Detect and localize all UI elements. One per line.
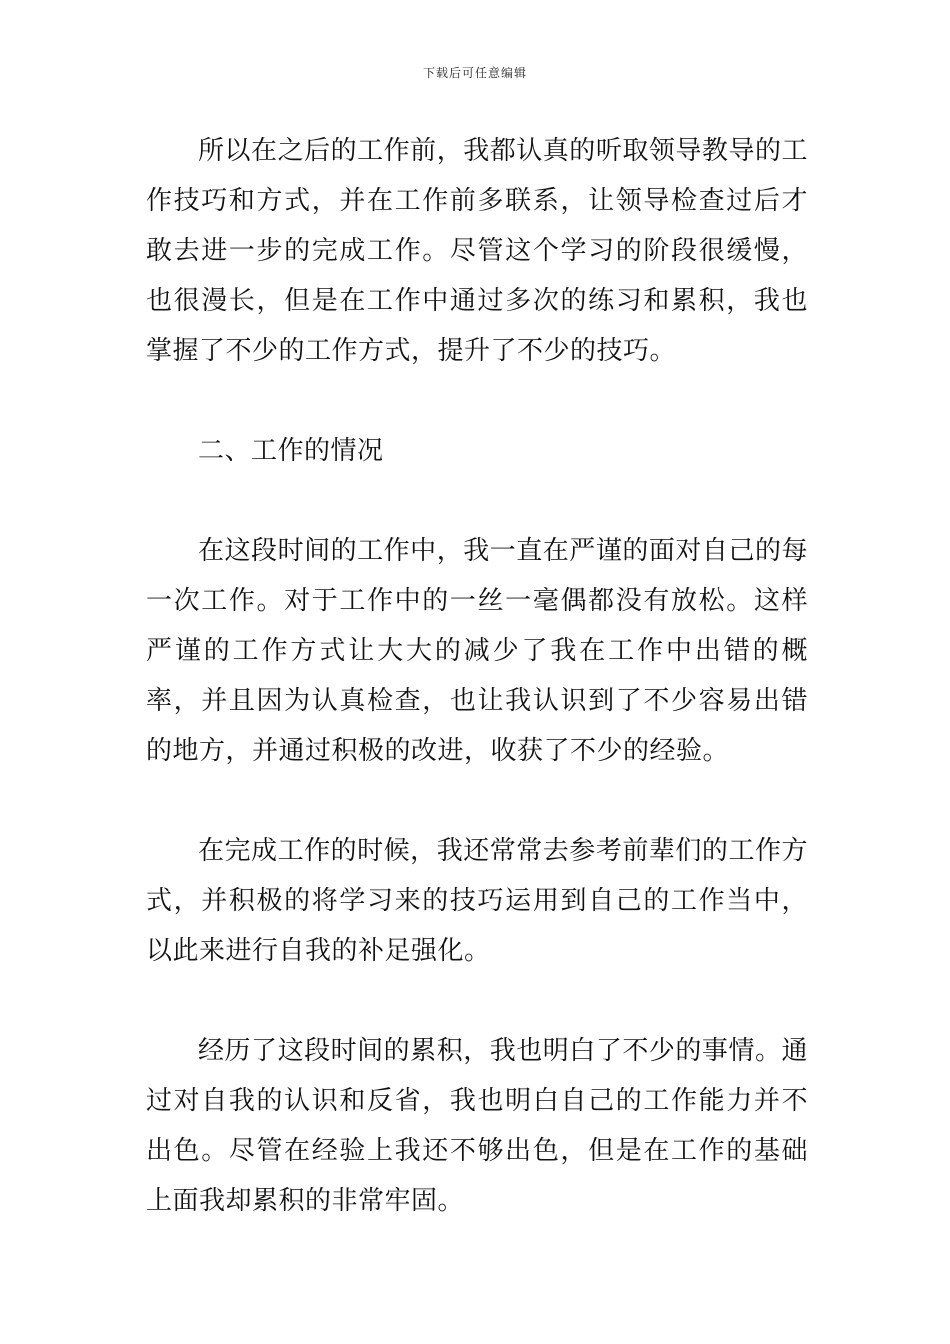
document-body xyxy=(146,126,808,1226)
paragraph-learning-from-seniors: 在完成工作的时候，我还常常去参考前辈们的工作方式，并积极的将学习来的技巧运用到自己的工作当中，以此来进行自我的补足强化。 xyxy=(146,836,808,966)
section-heading-work-situation: 二、工作的情况 xyxy=(198,436,384,466)
paragraph-self-reflection: 经历了这段时间的累积，我也明白了不少的事情。通过对自我的认识和反省，我也明白自己的工作能力并不出色。尽管在经验上我还不够出色，但是在工作的基础上面我却累积的非常牢固。 xyxy=(146,1036,808,1216)
paragraph-rigorous-work: 在这段时间的工作中，我一直在严谨的面对自己的每一次工作。对于工作中的一丝一毫偶都没有放松。这样严谨的工作方式让大大的减少了我在工作中出错的概率，并且因为认真检查，也让我认识到了不少容易出错的地方，并通过积极的改进，收获了不少的经验。 xyxy=(146,536,808,766)
header-note: 下载后可任意编辑 xyxy=(422,66,527,80)
paragraph-work-techniques: 所以在之后的工作前，我都认真的听取领导教导的工作技巧和方式，并在工作前多联系，让领导检查过后才敢去进一步的完成工作。尽管这个学习的阶段很缓慢，也很漫长，但是在工作中通过多次的练习和累积，我也掌握了不少的工作方式，提升了不少的技巧。 xyxy=(146,136,808,366)
